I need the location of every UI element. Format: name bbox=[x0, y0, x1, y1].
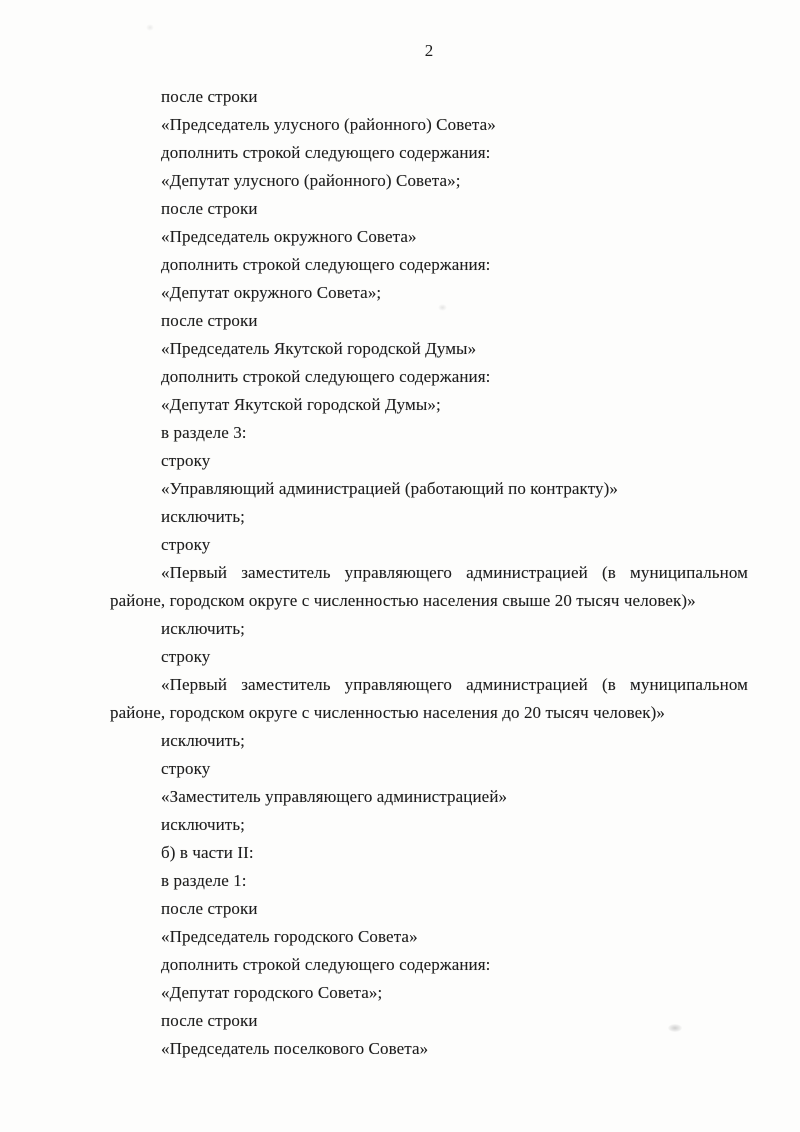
paragraph: в разделе 1: bbox=[161, 871, 247, 890]
paragraph: «Депутат Якутской городской Думы»; bbox=[161, 395, 441, 414]
paragraph: строку bbox=[161, 759, 211, 778]
paragraph: «Заместитель управляющего администрацией» bbox=[161, 787, 508, 806]
paragraph: после строки bbox=[161, 311, 258, 330]
paragraph: после строки bbox=[161, 87, 258, 106]
paragraph: в разделе 3: bbox=[161, 423, 247, 442]
paragraph: «Первый заместитель управляющего администрацией (в муниципальном районе, городском округе с численностью населения свыше 20 тысяч человек)» bbox=[110, 563, 748, 610]
paragraph: после строки bbox=[161, 899, 258, 918]
paragraph: строку bbox=[161, 451, 211, 470]
paragraph: дополнить строкой следующего содержания: bbox=[161, 143, 491, 162]
paragraph: исключить; bbox=[161, 731, 245, 750]
paragraph: «Депутат городского Совета»; bbox=[161, 983, 383, 1002]
paragraph: дополнить строкой следующего содержания: bbox=[161, 367, 491, 386]
paragraph: «Первый заместитель управляющего администрацией (в муниципальном районе, городском округе с численностью населения до 20 тысяч человек)» bbox=[110, 675, 748, 722]
paragraph: после строки bbox=[161, 199, 258, 218]
scan-artifact bbox=[146, 24, 154, 31]
paragraph: строку bbox=[161, 535, 211, 554]
paragraph: «Председатель Якутской городской Думы» bbox=[161, 339, 477, 358]
paragraph: дополнить строкой следующего содержания: bbox=[161, 255, 491, 274]
paragraph: исключить; bbox=[161, 619, 245, 638]
paragraph: исключить; bbox=[161, 815, 245, 834]
paragraph: «Председатель городского Совета» bbox=[161, 927, 418, 946]
page-number: 2 bbox=[424, 41, 434, 60]
paragraph: «Депутат окружного Совета»; bbox=[161, 283, 382, 302]
paragraph: «Председатель улусного (районного) Совета» bbox=[161, 115, 496, 134]
paragraph: «Председатель окружного Совета» bbox=[161, 227, 417, 246]
paragraph: исключить; bbox=[161, 507, 245, 526]
paragraph: после строки bbox=[161, 1011, 258, 1030]
paragraph: «Председатель поселкового Совета» bbox=[161, 1039, 429, 1058]
paragraph: «Управляющий администрацией (работающий по контракту)» bbox=[161, 479, 618, 498]
paragraph: строку bbox=[161, 647, 211, 666]
paragraph: дополнить строкой следующего содержания: bbox=[161, 955, 491, 974]
paragraph: «Депутат улусного (районного) Совета»; bbox=[161, 171, 461, 190]
document-body bbox=[0, 83, 800, 1063]
paragraph: б) в части II: bbox=[161, 843, 254, 862]
